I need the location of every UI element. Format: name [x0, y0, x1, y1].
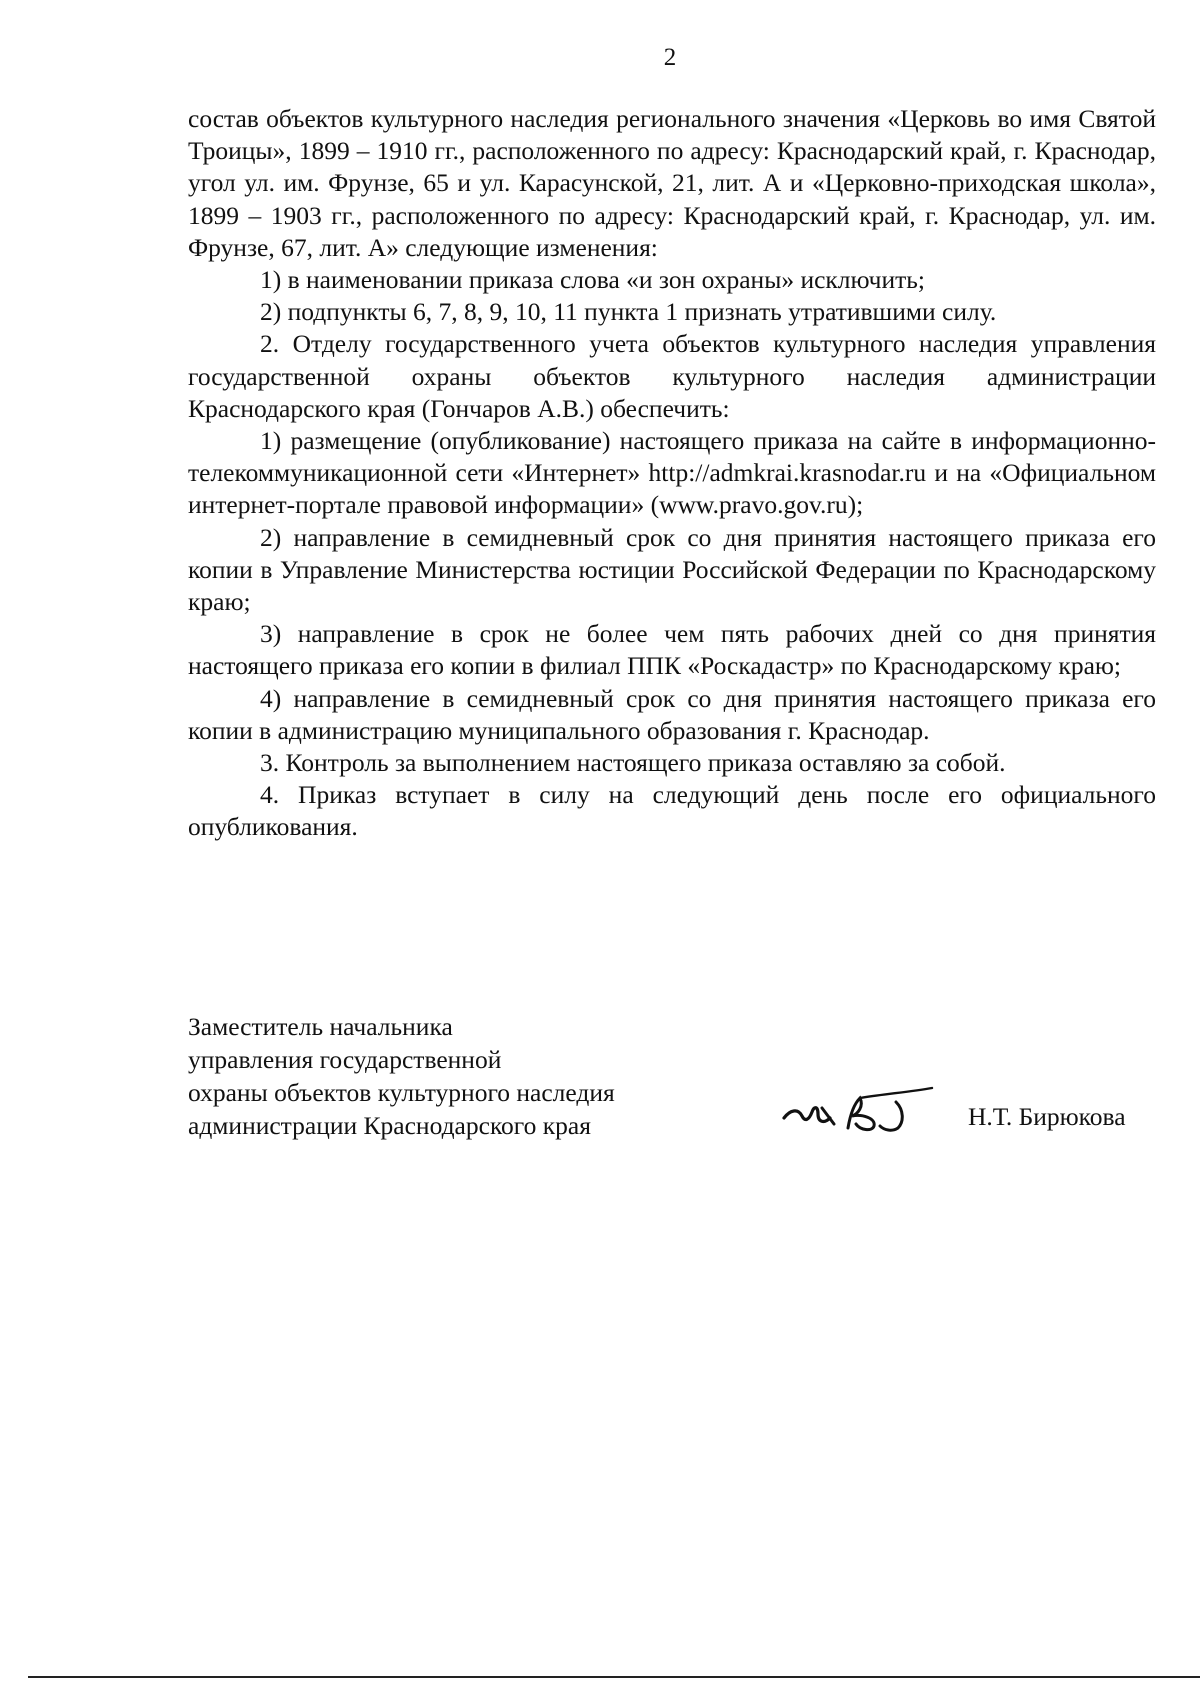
paragraph-section-3: 3. Контроль за выполнением настоящего приказа оставляю за собой. [260, 748, 1006, 778]
paragraph-item-2-1: 1) размещение (опубликование) настоящего приказа на сайте в информационно-телекоммуникационной сети «Интернет» http://admkrai.krasnodar.ru и на «Официальном интернет-портале правовой информации» (www.pravo.gov.ru); [188, 426, 1156, 520]
signer-title-line: охраны объектов культурного наследия [188, 1078, 615, 1107]
paragraph-amendment-object: состав объектов культурного наследия регионального значения «Церковь во имя Святой Троицы», 1899 – 1910 гг., расположенного по адресу: Краснодарский край, г. Краснодар, угол ул. им. Фрунзе, 65 и ул. Карасунской, 21, лит. А и «Церковно-приходская школа», 1899 – 1903 гг., расположенного по адресу: Краснодарский край, г. Краснодар, ул. им. Фрунзе, 67, лит. А» следующие изменения: [188, 104, 1156, 262]
bottom-divider [28, 1676, 1200, 1678]
page-number: 2 [663, 44, 677, 71]
paragraph-item-1-2: 2) подпункты 6, 7, 8, 9, 10, 11 пункта 1 признать утратившими силу. [260, 297, 997, 327]
signer-title-line: администрации Краснодарского края [188, 1111, 591, 1140]
paragraph-item-1-1: 1) в наименовании приказа слова «и зон охраны» исключить; [260, 265, 925, 295]
signer-name: Н.Т. Бирюкова [968, 1102, 1126, 1131]
paragraph-section-4: 4. Приказ вступает в силу на следующий день после его официального опубликования. [188, 780, 1156, 842]
paragraph-item-2-2: 2) направление в семидневный срок со дня принятия настоящего приказа его копии в Управление Министерства юстиции Российской Федерации по Краснодарскому краю; [188, 522, 1156, 617]
signer-title-line: управления государственной [188, 1045, 502, 1074]
paragraph-item-2-4: 4) направление в семидневный срок со дня принятия настоящего приказа его копии в администрацию муниципального образования г. Краснодар. [188, 683, 1156, 745]
paragraph-item-2-3: 3) направление в срок не более чем пять рабочих дней со дня принятия настоящего приказа его копии в филиал ППК «Роскадастр» по Краснодарскому краю; [188, 619, 1156, 681]
document-body [188, 103, 1156, 844]
paragraph-section-2: 2. Отделу государственного учета объектов культурного наследия управления государственной охраны объектов культурного наследия администрации Краснодарского края (Гончаров А.В.) обеспечить: [188, 329, 1156, 423]
signer-title-line: Заместитель начальника [188, 1012, 453, 1041]
handwritten-signature [776, 1084, 936, 1136]
signature-block [188, 1010, 1156, 1150]
